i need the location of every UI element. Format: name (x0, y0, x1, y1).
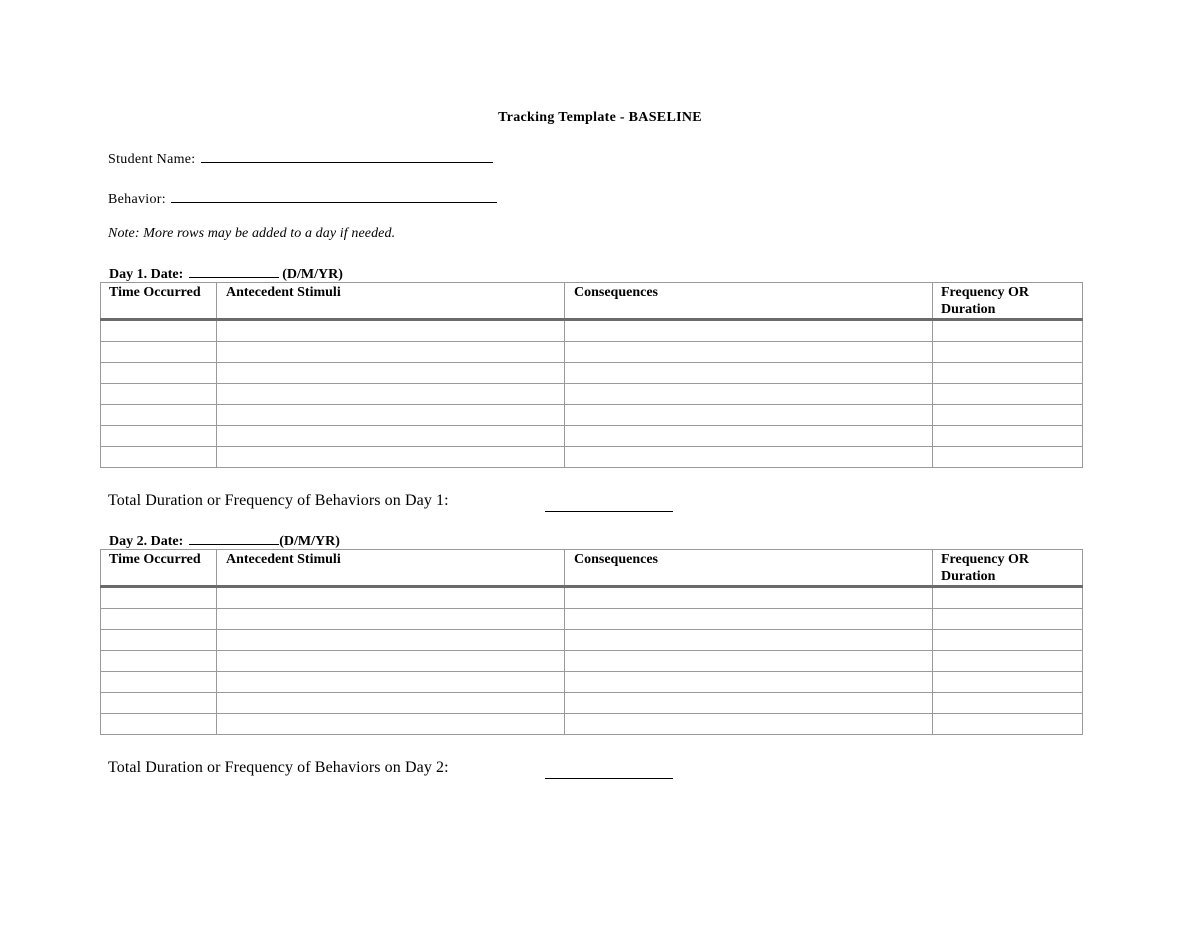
table-row (101, 672, 1083, 693)
day1-col-antecedent: Antecedent Stimuli (217, 283, 565, 320)
antecedent-cell[interactable] (217, 651, 565, 672)
antecedent-cell[interactable] (217, 630, 565, 651)
time-occurred-cell[interactable] (101, 630, 217, 651)
day2-header (109, 531, 340, 550)
frequency-cell[interactable] (933, 630, 1083, 651)
day2-col-frequency: Frequency OR Duration (933, 550, 1083, 587)
note-text: Note: More rows may be added to a day if needed. (108, 226, 396, 241)
day2-date-blank[interactable] (189, 531, 279, 545)
frequency-cell[interactable] (933, 447, 1083, 468)
day2-total (108, 759, 449, 777)
day2-col-time-occurred: Time Occurred (101, 550, 217, 587)
table-row (101, 693, 1083, 714)
frequency-cell[interactable] (933, 384, 1083, 405)
time-occurred-cell[interactable] (101, 693, 217, 714)
frequency-cell[interactable] (933, 609, 1083, 630)
day2-col-consequences: Consequences (565, 550, 933, 587)
time-occurred-cell[interactable] (101, 363, 217, 384)
time-occurred-cell[interactable] (101, 405, 217, 426)
behavior-blank[interactable] (171, 188, 497, 203)
day1-col-time-occurred: Time Occurred (101, 283, 217, 320)
consequences-cell[interactable] (565, 714, 933, 735)
table-row (101, 405, 1083, 426)
frequency-cell[interactable] (933, 587, 1083, 609)
frequency-cell[interactable] (933, 693, 1083, 714)
day2-col-antecedent: Antecedent Stimuli (217, 550, 565, 587)
frequency-cell[interactable] (933, 405, 1083, 426)
antecedent-cell[interactable] (217, 363, 565, 384)
student-name-field (108, 148, 493, 168)
behavior-field (108, 188, 497, 208)
antecedent-cell[interactable] (217, 672, 565, 693)
frequency-cell[interactable] (933, 714, 1083, 735)
document-title: Tracking Template - BASELINE (498, 110, 702, 125)
antecedent-cell[interactable] (217, 693, 565, 714)
time-occurred-cell[interactable] (101, 320, 217, 342)
student-name-blank[interactable] (201, 148, 493, 163)
table-row (101, 714, 1083, 735)
day1-date-format: (D/M/YR) (282, 267, 343, 282)
time-occurred-cell[interactable] (101, 672, 217, 693)
antecedent-cell[interactable] (217, 342, 565, 363)
antecedent-cell[interactable] (217, 426, 565, 447)
antecedent-cell[interactable] (217, 587, 565, 609)
table-row (101, 342, 1083, 363)
antecedent-cell[interactable] (217, 320, 565, 342)
consequences-cell[interactable] (565, 363, 933, 384)
time-occurred-cell[interactable] (101, 651, 217, 672)
table-row (101, 320, 1083, 342)
frequency-cell[interactable] (933, 426, 1083, 447)
day2-header-row (101, 550, 1083, 587)
student-name-label: Student Name: (108, 152, 196, 167)
frequency-cell[interactable] (933, 363, 1083, 384)
day1-table (100, 282, 1083, 468)
consequences-cell[interactable] (565, 630, 933, 651)
day1-header-row (101, 283, 1083, 320)
antecedent-cell[interactable] (217, 384, 565, 405)
table-row (101, 363, 1083, 384)
consequences-cell[interactable] (565, 320, 933, 342)
consequences-cell[interactable] (565, 342, 933, 363)
time-occurred-cell[interactable] (101, 609, 217, 630)
antecedent-cell[interactable] (217, 609, 565, 630)
day1-total-blank[interactable] (545, 510, 673, 512)
table-row (101, 447, 1083, 468)
day2-total-blank[interactable] (545, 777, 673, 779)
table-row (101, 609, 1083, 630)
consequences-cell[interactable] (565, 587, 933, 609)
day2-table (100, 549, 1083, 735)
consequences-cell[interactable] (565, 672, 933, 693)
table-row (101, 651, 1083, 672)
table-row (101, 426, 1083, 447)
frequency-cell[interactable] (933, 651, 1083, 672)
behavior-label: Behavior: (108, 192, 166, 207)
frequency-cell[interactable] (933, 672, 1083, 693)
time-occurred-cell[interactable] (101, 426, 217, 447)
consequences-cell[interactable] (565, 447, 933, 468)
consequences-cell[interactable] (565, 609, 933, 630)
consequences-cell[interactable] (565, 384, 933, 405)
time-occurred-cell[interactable] (101, 342, 217, 363)
frequency-cell[interactable] (933, 342, 1083, 363)
antecedent-cell[interactable] (217, 447, 565, 468)
day1-total-label: Total Duration or Frequency of Behaviors on Day 1: (108, 492, 449, 509)
day2-table-body (101, 587, 1083, 735)
day1-col-frequency: Frequency OR Duration (933, 283, 1083, 320)
day2-label: Day 2. Date: (109, 534, 184, 549)
antecedent-cell[interactable] (217, 714, 565, 735)
day1-table-body (101, 320, 1083, 468)
time-occurred-cell[interactable] (101, 447, 217, 468)
consequences-cell[interactable] (565, 405, 933, 426)
table-row (101, 587, 1083, 609)
day1-col-consequences: Consequences (565, 283, 933, 320)
day1-label: Day 1. Date: (109, 267, 184, 282)
time-occurred-cell[interactable] (101, 384, 217, 405)
day2-date-format: (D/M/YR) (279, 534, 340, 549)
antecedent-cell[interactable] (217, 405, 565, 426)
day1-date-blank[interactable] (189, 264, 279, 278)
day2-total-label: Total Duration or Frequency of Behaviors on Day 2: (108, 759, 449, 776)
time-occurred-cell[interactable] (101, 714, 217, 735)
day1-total (108, 492, 449, 510)
table-row (101, 384, 1083, 405)
frequency-cell[interactable] (933, 320, 1083, 342)
consequences-cell[interactable] (565, 693, 933, 714)
time-occurred-cell[interactable] (101, 587, 217, 609)
consequences-cell[interactable] (565, 651, 933, 672)
day1-header (109, 264, 343, 283)
table-row (101, 630, 1083, 651)
consequences-cell[interactable] (565, 426, 933, 447)
